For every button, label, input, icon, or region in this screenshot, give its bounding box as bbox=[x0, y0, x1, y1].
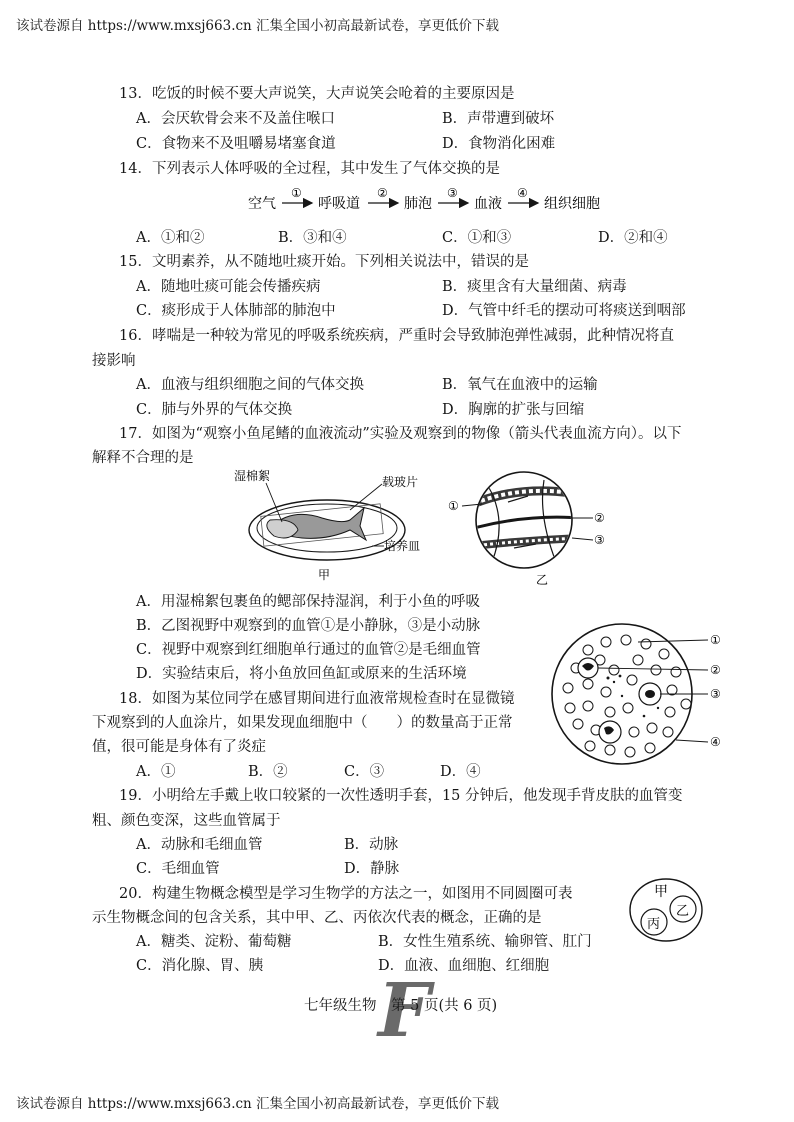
smear-mark-4: ④ bbox=[710, 735, 721, 749]
question-18-stem-line-3: 值，很可能是身体有了炎症 bbox=[92, 739, 266, 755]
question-13-option-c: C．食物来不及咀嚼易堵塞食道 bbox=[136, 136, 336, 152]
question-18-option-a: A．① bbox=[136, 764, 176, 780]
question-14-option-c: C．①和③ bbox=[442, 230, 512, 246]
label-jia: 甲 bbox=[654, 884, 668, 900]
question-19-option-d: D．静脉 bbox=[344, 861, 400, 877]
question-16-option-d: D．胸廓的扩张与回缩 bbox=[442, 402, 585, 418]
mark-vessel-2: ② bbox=[594, 511, 605, 525]
label-yi: 乙 bbox=[676, 904, 690, 919]
question-13-stem: 13．吃饭的时候不要大声说笑，大声说笑会呛着的主要原因是 bbox=[119, 86, 515, 102]
question-20-option-c: C．消化腺、胃、胰 bbox=[136, 958, 264, 974]
label-bing: 丙 bbox=[647, 917, 661, 932]
question-18-option-b: B．② bbox=[248, 764, 288, 780]
white-blood-cell-3 bbox=[599, 721, 621, 743]
question-17-option-a: A．用湿棉絮包裹鱼的鳃部保持湿润，利于小鱼的呼吸 bbox=[136, 594, 480, 610]
leader-mark-4 bbox=[676, 740, 708, 742]
mark-vessel-1: ① bbox=[448, 499, 459, 513]
footer-watermark-letter: F bbox=[378, 968, 431, 1054]
flow-step-1: ① bbox=[291, 186, 302, 200]
source-banner-bottom: 该试卷源自 https://www.mxsj663.cn 汇集全国小初高最新试卷，享更低价下载 bbox=[16, 1096, 500, 1112]
flow-step-2: ② bbox=[377, 186, 388, 200]
page-footer: 七年级生物 第 5 页(共 6 页) bbox=[304, 998, 498, 1014]
question-13-option-a: A．会厌软骨会来不及盖住喉口 bbox=[136, 111, 335, 127]
leader-wet-cotton bbox=[266, 483, 282, 522]
question-17-stem-line-2: 解释不合理的是 bbox=[92, 450, 194, 466]
smear-mark-1: ① bbox=[710, 633, 721, 647]
question-16-stem-line-1: 16．哮喘是一种较为常见的呼吸系统疾病，严重时会导致肺泡弹性减弱，此种情况将直 bbox=[119, 328, 674, 344]
question-15-stem: 15．文明素养，从不随地吐痰开始。下列相关说法中，错误的是 bbox=[119, 254, 529, 270]
question-18-option-d: D．④ bbox=[440, 764, 481, 780]
question-15-option-d: D．气管中纤毛的摆动可将痰送到咽部 bbox=[442, 303, 686, 319]
flow-node-tissue-cells: 组织细胞 bbox=[544, 196, 600, 212]
leader-glass-slide bbox=[350, 484, 382, 510]
flow-node-airway: 呼吸道 bbox=[318, 196, 360, 212]
question-14-option-d: D．②和④ bbox=[598, 230, 668, 246]
question-14-stem: 14．下列表示人体呼吸的全过程，其中发生了气体交换的是 bbox=[119, 161, 500, 177]
figure-blood-vessel-view bbox=[448, 466, 618, 588]
question-16-option-c: C．肺与外界的气体交换 bbox=[136, 402, 293, 418]
leader-vessel-3 bbox=[572, 538, 593, 540]
question-16-option-a: A．血液与组织细胞之间的气体交换 bbox=[136, 377, 364, 393]
label-wet-cotton: 湿棉絮 bbox=[234, 469, 271, 483]
question-18-stem-line-1: 18．如图为某位同学在感冒期间进行血液常规检查时在显微镜 bbox=[119, 691, 515, 707]
flow-node-air: 空气 bbox=[248, 196, 276, 212]
question-20-option-a: A．糖类、淀粉、葡萄糖 bbox=[136, 934, 292, 950]
figure-fish-petri-dish bbox=[232, 468, 442, 584]
smear-mark-3: ③ bbox=[710, 687, 721, 701]
figure-concept-circles bbox=[628, 876, 708, 944]
flow-node-blood: 血液 bbox=[474, 196, 502, 212]
question-16-option-b: B．氧气在血液中的运输 bbox=[442, 377, 598, 393]
flow-step-4: ④ bbox=[517, 186, 528, 200]
question-19-stem-line-1: 19．小明给左手戴上收口较紧的一次性透明手套，15 分钟后，他发现手背皮肤的血管变 bbox=[119, 788, 683, 804]
smear-mark-2: ② bbox=[710, 663, 721, 677]
caption-figure-a: 甲 bbox=[318, 568, 331, 582]
question-15-option-b: B．痰里含有大量细菌、病毒 bbox=[442, 279, 627, 295]
respiration-flow-diagram bbox=[240, 184, 620, 218]
question-19-option-c: C．毛细血管 bbox=[136, 861, 220, 877]
question-13-option-b: B．声带遭到破坏 bbox=[442, 111, 555, 127]
question-17-option-b: B．乙图视野中观察到的血管①是小静脉，③是小动脉 bbox=[136, 618, 481, 634]
question-16-stem-line-2: 接影响 bbox=[92, 353, 136, 369]
question-17-option-d: D．实验结束后，将小鱼放回鱼缸或原来的生活环境 bbox=[136, 666, 467, 682]
caption-figure-b: 乙 bbox=[536, 573, 549, 587]
question-18-option-c: C．③ bbox=[344, 764, 385, 780]
question-19-option-b: B．动脉 bbox=[344, 837, 399, 853]
question-20-stem-line-2: 示生物概念间的包含关系，其中甲、乙、丙依次代表的概念，正确的是 bbox=[92, 910, 542, 926]
question-17-option-c: C．视野中观察到红细胞单行通过的血管②是毛细血管 bbox=[136, 642, 481, 658]
label-glass-slide: 载玻片 bbox=[382, 475, 419, 489]
white-blood-cell-1 bbox=[578, 658, 598, 678]
question-13-option-d: D．食物消化困难 bbox=[442, 136, 556, 152]
question-18-stem-line-2: 下观察到的人血涂片，如果发现血细胞中（ ）的数量高于正常 bbox=[92, 715, 513, 731]
white-blood-cell-2 bbox=[639, 683, 661, 705]
flow-step-3: ③ bbox=[447, 186, 458, 200]
question-20-option-b: B．女性生殖系统、输卵管、肛门 bbox=[378, 934, 592, 950]
question-20-option-d: D．血液、血细胞、红细胞 bbox=[378, 958, 550, 974]
question-17-stem-line-1: 17．如图为“观察小鱼尾鳍的血液流动”实验及观察到的物像（箭头代表血流方向）。以下 bbox=[119, 426, 682, 442]
question-14-option-a: A．①和② bbox=[136, 230, 205, 246]
question-20-stem-line-1: 20．构建生物概念模型是学习生物学的方法之一，如图用不同圆圈可表 bbox=[119, 886, 573, 902]
label-petri-dish: 培养皿 bbox=[384, 539, 421, 553]
question-15-option-a: A．随地吐痰可能会传播疾病 bbox=[136, 279, 321, 295]
figure-blood-smear bbox=[548, 620, 728, 770]
question-15-option-c: C．痰形成于人体肺部的肺泡中 bbox=[136, 303, 336, 319]
source-banner-top: 该试卷源自 https://www.mxsj663.cn 汇集全国小初高最新试卷，享更低价下载 bbox=[16, 18, 500, 34]
question-19-stem-line-2: 粗、颜色变深，这些血管属于 bbox=[92, 813, 281, 829]
mark-vessel-3: ③ bbox=[594, 533, 605, 547]
question-19-option-a: A．动脉和毛细血管 bbox=[136, 837, 263, 853]
flow-node-alveoli: 肺泡 bbox=[404, 196, 432, 212]
question-14-option-b: B．③和④ bbox=[278, 230, 347, 246]
